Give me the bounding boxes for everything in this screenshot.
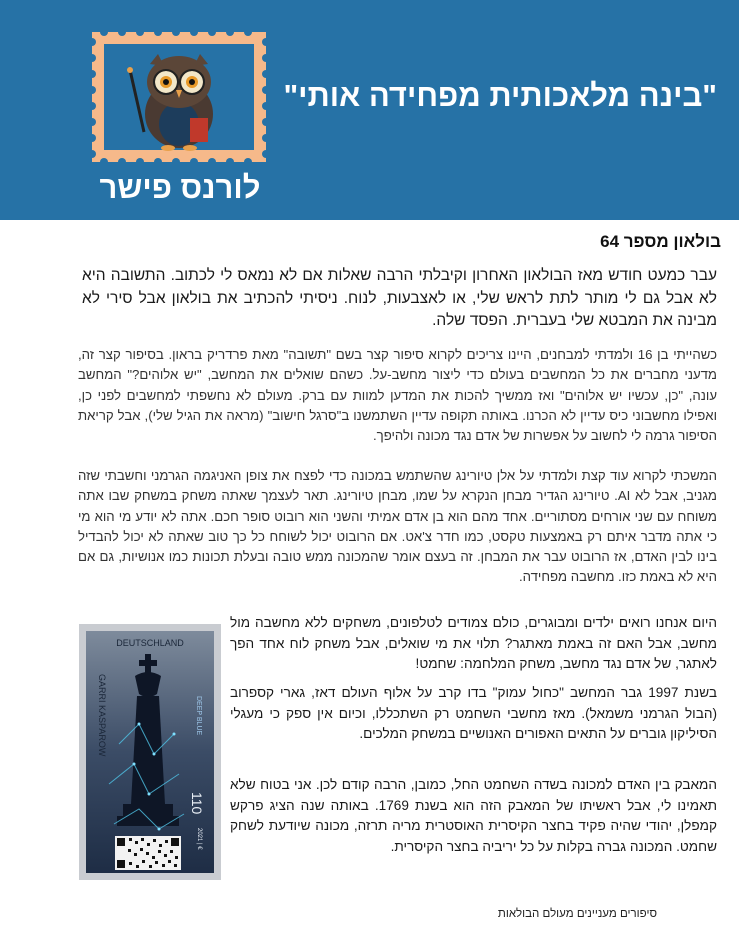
kasparov-stamp-image [79, 624, 221, 880]
issue-label: בולאון מספר 64 [600, 232, 721, 251]
footer-text: סיפורים מעניינים מעולם הבולאות [497, 908, 657, 920]
header-banner [0, 0, 739, 220]
qr-code-icon [115, 836, 181, 870]
stamp-year: 2021 | € [196, 828, 202, 850]
author-name: לורנס פישר [99, 170, 261, 205]
owl-teacher-stamp-icon [92, 32, 266, 162]
body-paragraph-5: המאבק בין האדם למכונה בשדה השחמט החל, כמובן, הרבה קודם לכן. אני בטוח שלא תאמינו לי, אבל ראשיתו של המאבק הזה הוא בשנת 1769. באותה שנה הציג פרקש קמפלן, יהודי שהיה פקיד בחצר הקיסרית האוסטרית מריה תרזה, מכונה שיודעת לשחק שחמט. המכונה גברה בקלות על כל יריביה בחצר הקיסרית. [230, 777, 717, 854]
stamp-machine: DEEP BLUE [195, 696, 202, 736]
stamp-name: GARRI KASPAROW [97, 674, 107, 757]
stamp-country: DEUTSCHLAND [116, 638, 184, 648]
body-paragraph-2: המשכתי לקרוא עוד קצת ולמדתי על אלן טיורינג שהשתמש במכונה כדי לפצח את צופן האניגמה הגרמני וחשבתי שזה מגניב, אבל לא AI. טיורינג הגדיר מבחן הנקרא על שמו, מבחן טיורינג. תאר לעצמך שאתה משחק במשחק שבו אתה משוחח עם שני אורחים מסתוריים. אחד מהם הוא בן אדם אמיתי והשני הוא רובוט סופר חכם. אתה לא יודע מי הוא מי כי אתה מדבר איתם רק באמצעות טקסט, כמו חדר צ'אט. אם הרובוט יכול לשוחח כל כך טוב שאתה לא יכול להבדיל בינו לבין האדם, אז הרובוט עבר את המבחן. זה בעצם אומר שהמכונה ממש טובה ובעלת תכונות כמו אנושיות, גם אם היא לא באמת כזו. מחשבה מפחידה. [78, 468, 717, 585]
newsletter-title: "בינה מלאכותית מפחידה אותי" [283, 78, 717, 113]
intro-paragraph: עבר כמעט חודש מאז הבולאון האחרון וקיבלתי הרבה שאלות אם לא נמאס לי לכתוב. התשובה היא לא אבל גם לי מותר לתת לראש שלי, או לאצבעות, לנוח. ניסיתי להכתיב את בולאון אבל סירי לא מבינה את המבטא שלי בעברית. הפסד שלה. [82, 267, 717, 329]
body-paragraph-1: כשהייתי בן 16 ולמדתי למבחנים, היינו צריכים לקרוא סיפור קצר בשם "תשובה" מאת פרדריק בראון. בסיפור קצר זה, מדעני מחברים את כל המחשבים בעולם כדי ליצור מחשב-על. כשהם שואלים את המחשב, "יש אלוהים?" המחשב עונה, "כן, עכשיו יש אלוהים" ואז ממשיך להכות את המדען למוות עם ברק. מעולם לא נחשפתי למחשבים לפני כן, ואפילו מחשבוני כיס עדיין לא הכרנו. באותה תקופה עדיין השתמשנו ב"סרגל חישוב" (מראה את הגיל שלי), אבל קריאת הסיפור גרמה לי לחשוב על אפשרות של אדם נגד מכונה ולהיפך. [78, 347, 717, 444]
body-paragraph-4: בשנת 1997 גבר המחשב "כחול עמוק" בדו קרב על אלוף העולם דאז, גארי קספרוב (הבול הגרמני משמאל). מאז מחשבי השחמט רק השתכללו, וכיום אין ספק כי מעגלי הסיליקון גוברים על התאים האפורים האנושיים במשחק המלכים. [230, 685, 717, 742]
stamp-value: 110 [189, 792, 205, 815]
body-paragraph-3: היום אנחנו רואים ילדים ומבוגרים, כולם צמודים לטלפונים, משחקים ללא מחשבה מול מחשב, אבל האם זה באמת מאתגר? תלוי את מי שואלים, אבל משחק לוח אחד הפך לאתגר, של אדם נגד מחשב, משחק המלחמה: שחמט! [230, 615, 717, 672]
